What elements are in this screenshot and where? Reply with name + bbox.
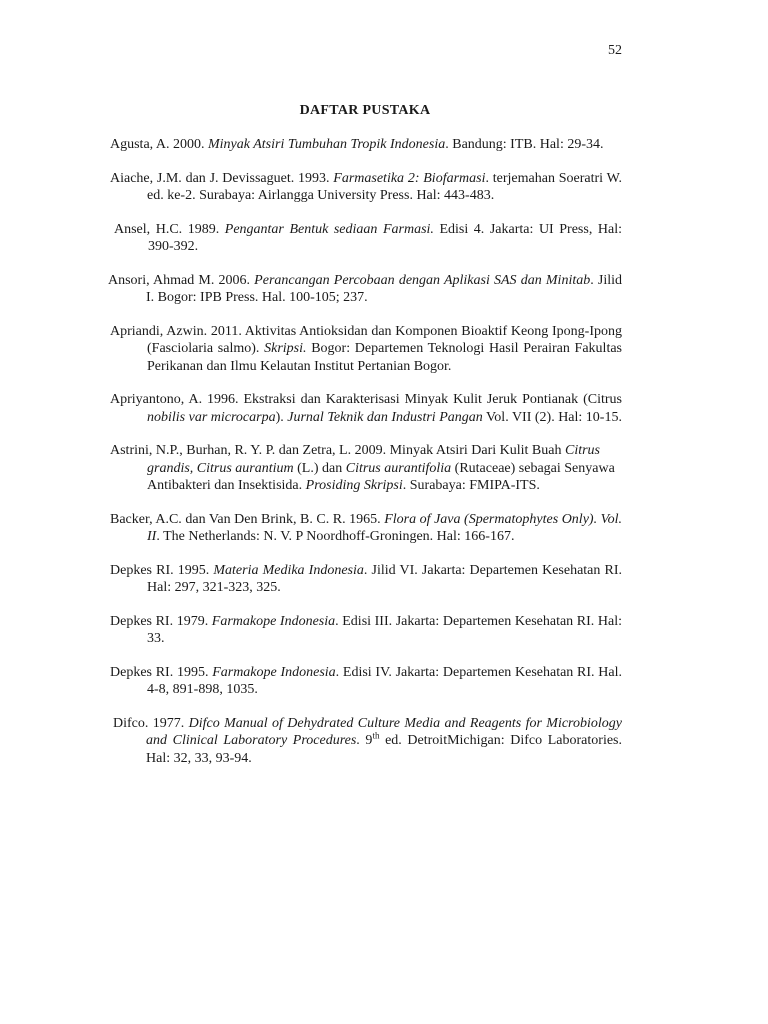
ref-text: Depkes RI. 1995. [110,664,213,680]
reference-entry [110,715,622,768]
reference-entry [110,613,622,648]
ref-text: . Surabaya: FMIPA-ITS. [402,478,540,493]
ref-title: Jurnal Teknik dan Industri Pangan [287,409,483,425]
ref-text: Astrini, N.P., Burhan, R. Y. P. dan Zetra, L. 2009. Minyak Atsiri Dari Kulit Buah [110,443,565,458]
ref-text: Depkes RI. 1995. [110,562,214,578]
ref-text: . The Netherlands: N. V. P Noordhoff-Groningen. Hal: 166-167. [156,529,515,544]
ref-text: Bogor: Departemen Teknologi Hasil Perairan Fakultas Perikanan dan Ilmu Kelautan Institut Pertanian Bogor. [147,341,622,374]
reference-list [110,136,622,783]
ref-title: Farmakope Indonesia [212,664,336,680]
ref-superscript: th [372,730,380,741]
ref-text: ed. DetroitMichigan: Difco Laboratories. Hal: 32, 33, 93-94. [146,733,623,766]
ref-title: nobilis var microcarpa [147,409,276,425]
ref-text: Ansori, Ahmad M. 2006. [108,272,255,288]
ref-text: . 9 [356,733,373,748]
ref-text: Depkes RI. 1979. [110,613,212,629]
reference-entry [110,562,622,597]
ref-title: Citrus grandis, Citrus aurantium [147,443,600,476]
reference-entry [108,272,622,307]
ref-text: (Rutaceae) sebagai Senyawa Antibakteri dan Insektisida. [147,460,615,493]
reference-entry [110,511,622,546]
reference-entry [110,442,622,495]
ref-text: Apriandi, Azwin. 2011. Aktivitas Antioksidan dan Komponen Bioaktif Keong Ipong-Ipong (Fasciolaria salmo). [110,323,622,356]
ref-text: Vol. VII (2). Hal: 10-15. [482,409,622,425]
ref-text: . Edisi III. Jakarta: Departemen Kesehatan RI. Hal: 33. [147,613,622,646]
reference-entry [110,664,622,699]
ref-text: Ansel, H.C. 1989. [114,221,225,237]
ref-title: Perancangan Percobaan dengan Aplikasi SAS dan Minitab [254,272,591,288]
ref-text: Agusta, A. 2000. [110,137,208,152]
ref-text: Aiache, J.M. dan J. Devissaguet. 1993. [110,170,334,186]
reference-entry [110,170,622,205]
ref-text: . Bandung: ITB. Hal: 29-34. [445,137,604,152]
ref-text: Difco. 1977. [113,715,189,731]
ref-title: Pengantar Bentuk sediaan Farmasi. [224,221,434,237]
reference-entry [110,136,622,154]
ref-title: Farmakope Indonesia [211,613,336,629]
ref-title: Prosiding Skripsi [305,478,403,493]
ref-title: Farmasetika 2: Biofarmasi [333,170,486,186]
ref-title: Citrus aurantifolia [345,460,452,476]
page-number: 52 [608,43,622,58]
ref-title: Minyak Atsiri Tumbuhan Tropik Indonesia [208,137,446,152]
reference-entry [110,323,622,376]
reference-entry [110,391,622,426]
ref-text: Edisi 4. Jakarta: UI Press, Hal: 390-392. [148,221,622,254]
ref-title: Materia Medika Indonesia [213,562,364,578]
ref-text: ). [275,409,288,425]
ref-title: Skripsi. [264,341,307,356]
ref-text: (L.) dan [293,460,346,476]
ref-text: Apriyantono, A. 1996. Ekstraksi dan Karakterisasi Minyak Kulit Jeruk Pontianak (Citrus [110,392,622,407]
ref-text: . terjemahan Soeratri W. ed. ke-2. Surabaya: Airlangga University Press. Hal: 443-483. [147,170,623,203]
ref-text: . Jilid VI. Jakarta: Departemen Kesehatan RI. Hal: 297, 321-323, 325. [147,562,623,595]
ref-title: Difco Manual of Dehydrated Culture Media and Reagents for Microbiology and Clinical Laboratory Procedures [146,715,622,748]
ref-text: Backer, A.C. dan Van Den Brink, B. C. R. 1965. [110,511,385,527]
reference-entry [110,221,622,256]
ref-text: . Edisi IV. Jakarta: Departemen Kesehatan RI. Hal. 4-8, 891-898, 1035. [147,664,622,697]
ref-text: . Jilid I. Bogor: IPB Press. Hal. 100-105; 237. [146,272,623,305]
ref-title: Flora of Java (Spermatophytes Only). Vol. II [147,511,623,544]
page-title: DAFTAR PUSTAKA [299,103,431,118]
